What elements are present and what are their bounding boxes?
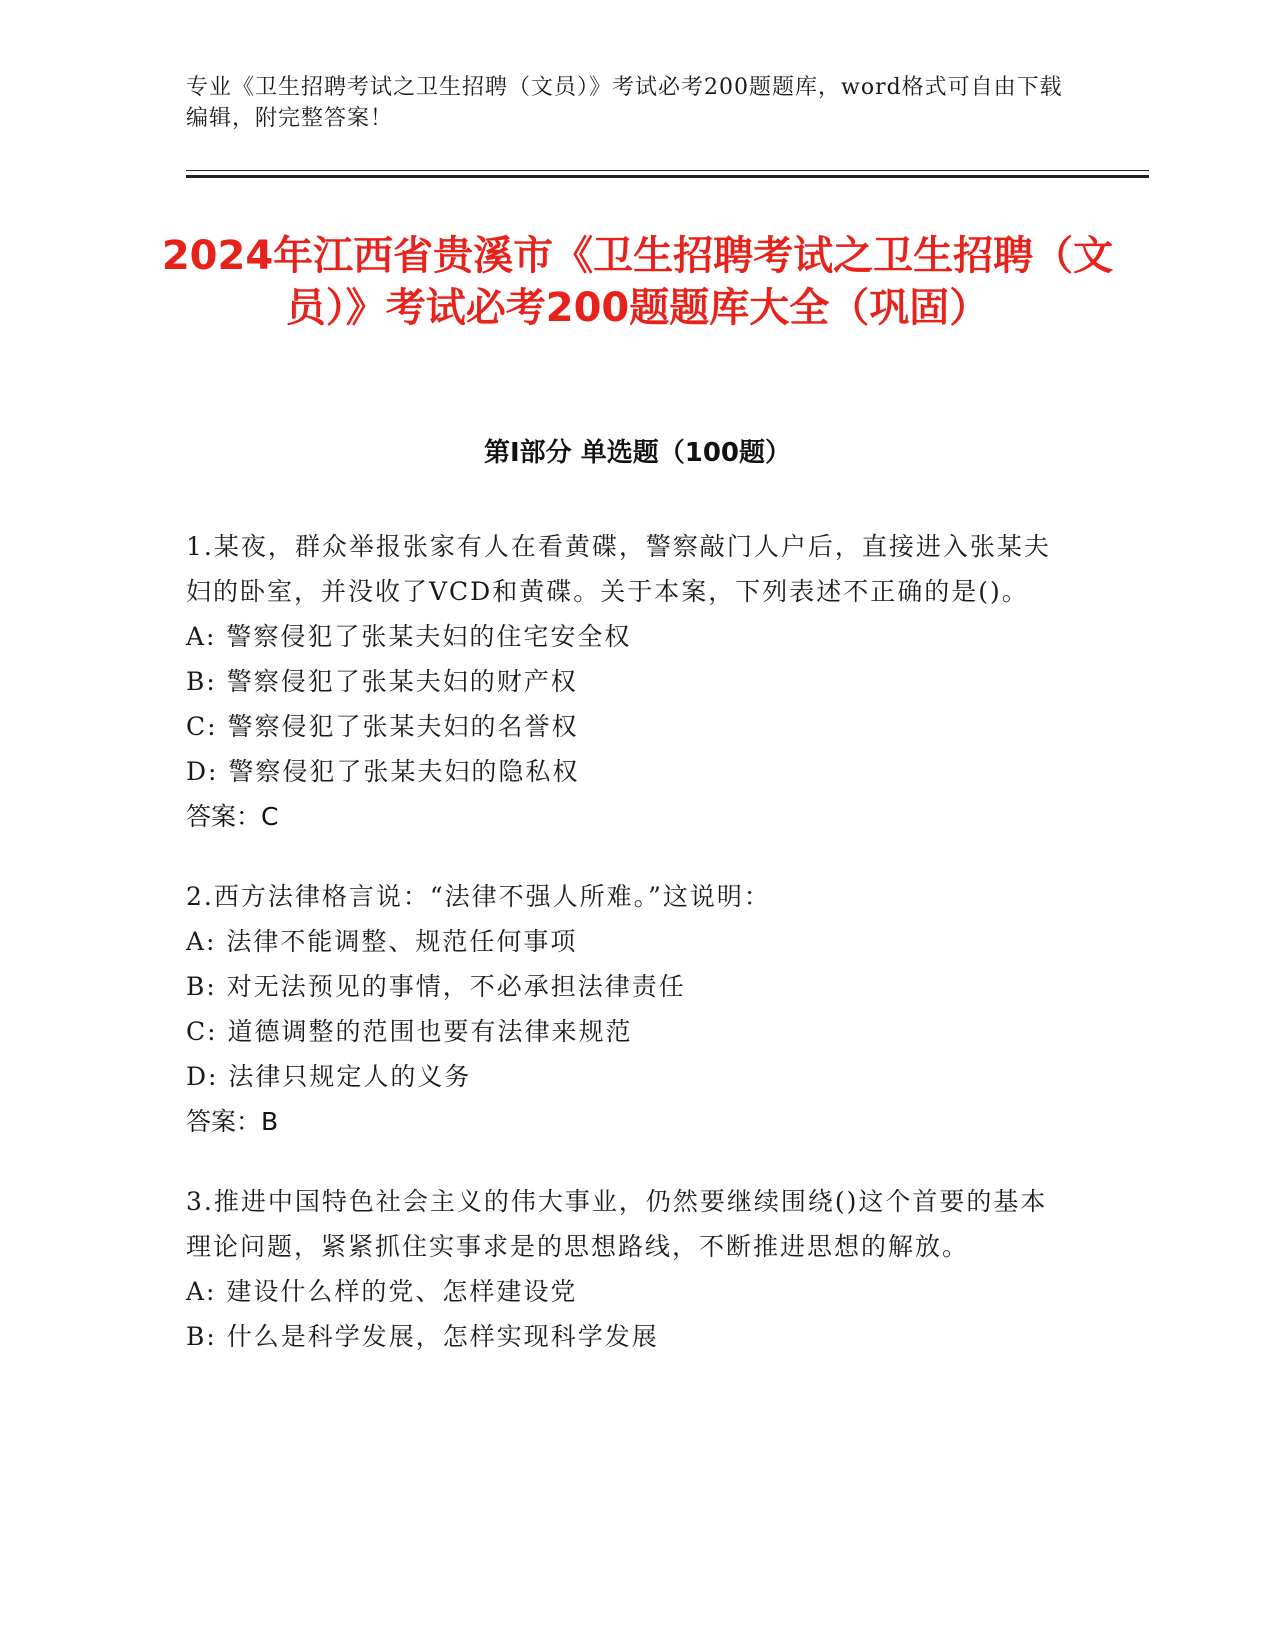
question-1	[186, 524, 1066, 839]
option-b: B: 对无法预见的事情，不必承担法律责任	[186, 972, 686, 1001]
document-title: 2024年江西省贵溪市《卫生招聘考试之卫生招聘（文员）》考试必考200题题库大全（巩固）	[161, 233, 1114, 331]
option-b: B: 什么是科学发展，怎样实现科学发展	[186, 1322, 659, 1351]
question-3	[186, 1179, 1066, 1359]
option-b: B: 警察侵犯了张某夫妇的财产权	[186, 667, 578, 696]
question-list	[186, 524, 1066, 1394]
option-d: D: 法律只规定人的义务	[186, 1062, 472, 1091]
option-c: C: 警察侵犯了张某夫妇的名誉权	[186, 712, 579, 741]
option-a: A: 建设什么样的党、怎样建设党	[186, 1277, 578, 1306]
answer: 答案：C	[186, 802, 279, 831]
header-note: 专业《卫生招聘考试之卫生招聘（文员）》考试必考200题题库，word格式可自由下载编辑，附完整答案！	[186, 75, 1063, 131]
header-rule-thin	[186, 170, 1149, 171]
option-a: A: 法律不能调整、规范任何事项	[186, 927, 578, 956]
question-stem: 1.某夜，群众举报张家有人在看黄碟，警察敲门人户后，直接进入张某夫妇的卧室，并没收了VCD和黄碟。关于本案，下列表述不正确的是()。	[186, 532, 1051, 606]
question-stem: 2.西方法律格言说：“法律不强人所难。”这说明：	[186, 882, 771, 911]
option-a: A: 警察侵犯了张某夫妇的住宅安全权	[186, 622, 632, 651]
answer: 答案：B	[186, 1107, 279, 1136]
option-d: D: 警察侵犯了张某夫妇的隐私权	[186, 757, 580, 786]
option-c: C: 道德调整的范围也要有法律来规范	[186, 1017, 633, 1046]
question-2	[186, 874, 1066, 1144]
question-stem: 3.推进中国特色社会主义的伟大事业，仍然要继续围绕()这个首要的基本理论问题，紧紧抓住实事求是的思想路线，不断推进思想的解放。	[186, 1187, 1048, 1261]
section-title: 第I部分 单选题（100题）	[484, 438, 791, 468]
header-rule-thick	[186, 175, 1149, 178]
